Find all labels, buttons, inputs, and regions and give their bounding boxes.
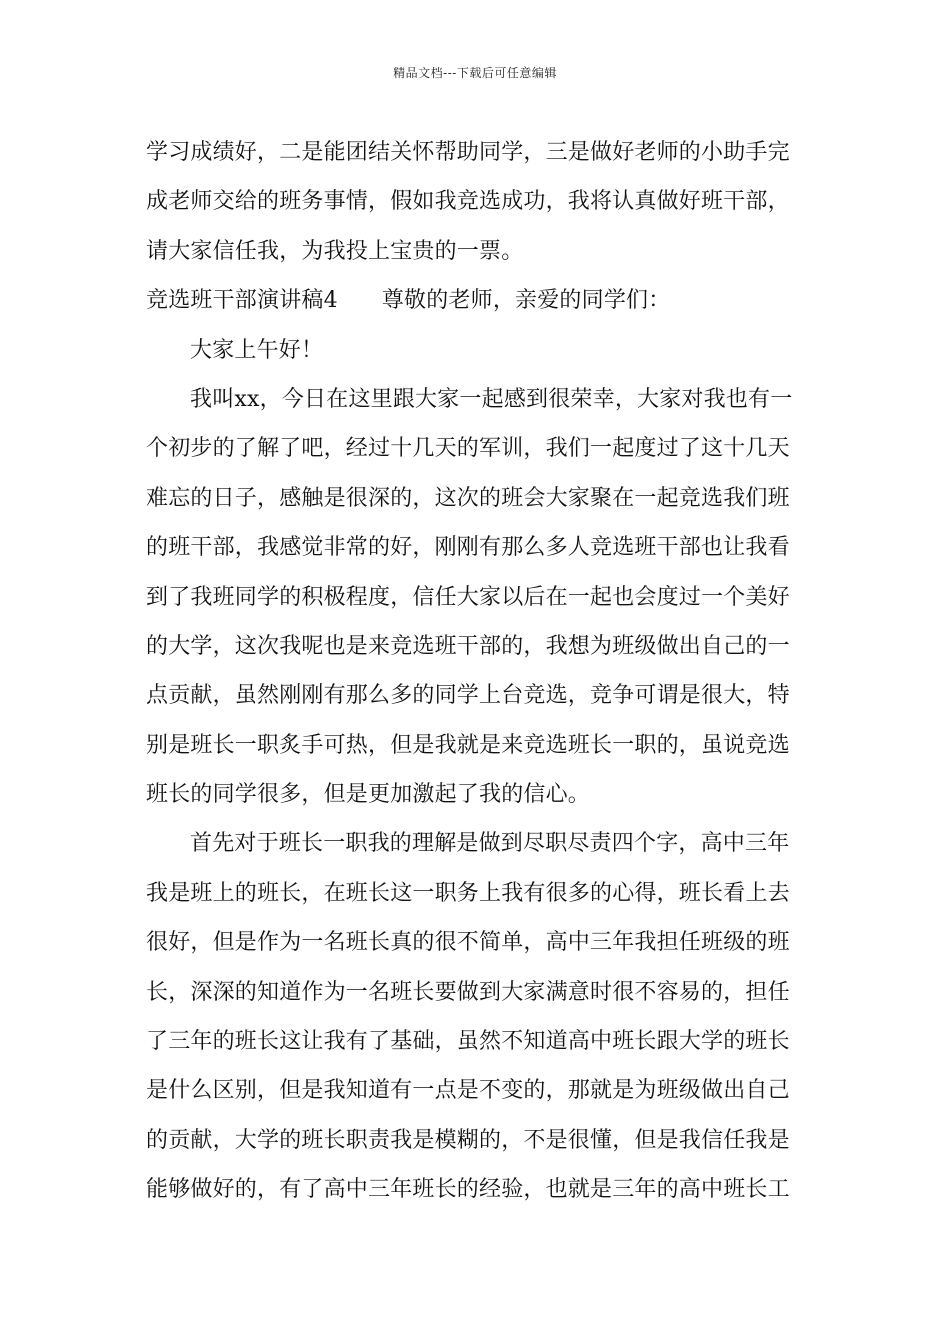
text-line: 的班干部，我感觉非常的好，刚刚有那么多人竞选班干部也让我看 [146,535,790,561]
document-body [146,128,806,1215]
text-line: 的贡献，大学的班长职责我是模糊的，不是很懂，但是我信任我是 [146,1127,790,1153]
text-line: 首先对于班长一职我的理解是做到尽职尽责四个字，高中三年 [190,831,790,857]
text-line: 我叫xx，今日在这里跟大家一起感到很荣幸，大家对我也有一 [190,386,793,412]
text-line: 能够做好的，有了高中三年班长的经验，也就是三年的高中班长工 [146,1177,790,1203]
text-line: 长，深深的知道作为一名班长要做到大家满意时很不容易的，担任 [146,979,790,1005]
text-line: 了三年的班长这让我有了基础，虽然不知道高中班长跟大学的班长 [146,1029,790,1055]
text-line: 的大学，这次我呢也是来竞选班干部的，我想为班级做出自己的一 [146,633,790,659]
text-line: 很好，但是作为一名班长真的很不简单，高中三年我担任班级的班 [146,930,790,956]
text-line: 学习成绩好，二是能团结关怀帮助同学，三是做好老师的小助手完 [146,140,790,165]
text-line: 点贡献，虽然刚刚有那么多的同学上台竞选，竞争可谓是很大，特 [146,683,790,709]
text-line: 我是班上的班长，在班长这一职务上我有很多的心得，班长看上去 [146,880,790,906]
greeting: 大家上午好！ [190,337,324,363]
salutation: 尊敬的老师，亲爱的同学们： [381,288,671,314]
text-line: 是什么区别，但是我知道有一点是不变的，那就是为班级做出自己 [146,1078,790,1104]
text-line: 别是班长一职炙手可热，但是我就是来竞选班长一职的，虽说竞选 [146,732,790,758]
text-line: 到了我班同学的积极程度，信任大家以后在一起也会度过一个美好 [146,584,790,610]
paragraph-introduction [146,375,806,820]
text-line: 成老师交给的班务事情，假如我竞选成功，我将认真做好班干部， [146,189,790,215]
paragraph-experience [146,819,806,1214]
page-header: 精品文档---下载后可任意编辑 [393,66,557,80]
text-line: 请大家信任我，为我投上宝贵的一票。 [146,238,524,264]
paragraph-continued [146,128,806,276]
text-line: 班长的同学很多，但是更加激起了我的信心。 [146,782,591,808]
text-line: 个初步的了解了吧，经过十几天的军训，我们一起度过了这十几天 [146,436,790,462]
text-line: 难忘的日子，感触是很深的，这次的班会大家聚在一起竞选我们班 [146,485,790,511]
speech-title: 竞选班干部演讲稿4 [146,288,338,314]
speech-heading [146,276,806,325]
